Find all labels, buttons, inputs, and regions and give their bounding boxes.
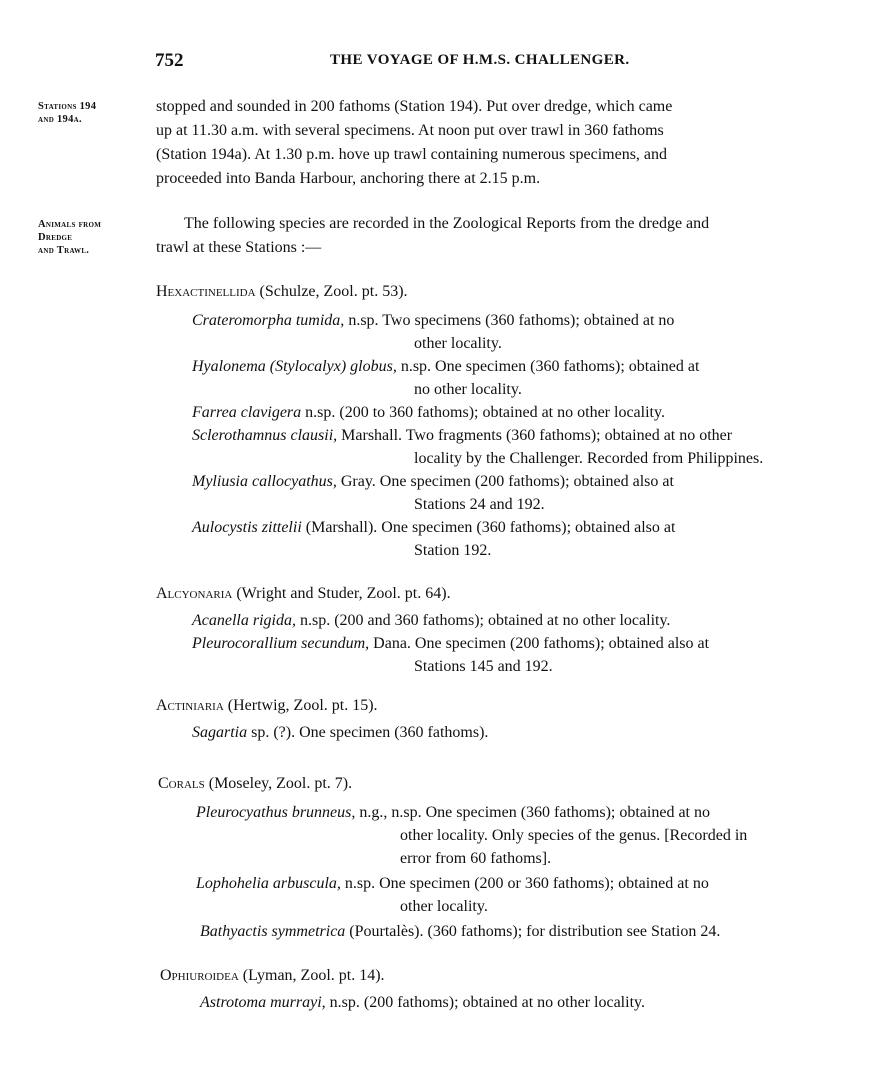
species-text-cont: error from 60 fathoms]. xyxy=(400,850,552,867)
group-name: Hexactinellida xyxy=(156,283,256,300)
species-text-cont: other locality. Only species of the genus. [Recorded in xyxy=(400,827,748,844)
text-line: up at 11.30 a.m. with several specimens. At noon put over trawl in 360 fathoms xyxy=(156,122,664,139)
page-number: 752 xyxy=(155,50,184,71)
taxon-group xyxy=(158,772,748,943)
sidenote-stations xyxy=(38,100,96,126)
species-name: Sclerothamnus clausii, xyxy=(192,427,338,444)
taxon-group xyxy=(156,694,489,744)
species-text: n.sp. One specimen (200 or 360 fathoms); obtained at no xyxy=(340,875,709,892)
species-name: Lophohelia arbuscula, xyxy=(196,875,341,892)
species-entry xyxy=(192,470,763,516)
species-entry xyxy=(192,355,763,401)
species-text-cont: Stations 145 and 192. xyxy=(414,658,553,675)
species-entry xyxy=(196,872,747,918)
species-entry xyxy=(192,632,709,678)
group-name: Alcyonaria xyxy=(156,585,233,602)
sidenote-line: and Trawl. xyxy=(38,245,90,256)
text-line: The following species are recorded in the Zoological Reports from the dredge and xyxy=(184,215,710,232)
species-entry xyxy=(196,801,747,870)
species-text-cont: no other locality. xyxy=(414,381,522,398)
group-heading xyxy=(158,772,709,795)
species-name: Pleurocyathus brunneus, xyxy=(196,804,356,821)
species-entry xyxy=(200,920,751,943)
species-text: n.sp. One specimen (360 fathoms); obtained at xyxy=(396,358,700,375)
species-name: Myliusia callocyathus, xyxy=(192,473,337,490)
group-source: (Moseley, Zool. pt. 7). xyxy=(208,775,353,792)
species-name: Farrea clavigera xyxy=(192,404,302,421)
text-line: proceeded into Banda Harbour, anchoring there at 2.15 p.m. xyxy=(156,170,541,187)
species-entry xyxy=(192,516,763,562)
sidenote-animals xyxy=(38,218,101,257)
species-entry xyxy=(192,721,488,744)
taxon-group xyxy=(160,964,645,1014)
species-text: sp. (?). One specimen (360 fathoms). xyxy=(247,724,489,741)
text-line: (Station 194a). At 1.30 p.m. hove up trawl containing numerous specimens, and xyxy=(156,146,668,163)
species-entry xyxy=(192,401,763,424)
sidenote-line: Dredge xyxy=(38,232,73,243)
taxon-group xyxy=(156,582,710,678)
group-source: (Lyman, Zool. pt. 14). xyxy=(242,967,385,984)
species-text: Dana. One specimen (200 fathoms); obtained also at xyxy=(369,635,710,652)
species-text-cont: Stations 24 and 192. xyxy=(414,496,545,513)
group-source: (Wright and Studer, Zool. pt. 64). xyxy=(236,585,451,602)
species-text-cont: other locality. xyxy=(400,898,488,915)
species-name: Crateromorpha tumida, xyxy=(192,312,345,329)
species-text: n.sp. (200 and 360 fathoms); obtained at no other locality. xyxy=(295,612,671,629)
group-name: Actiniaria xyxy=(156,697,224,714)
species-text-cont: other locality. xyxy=(414,335,502,352)
species-text: (Pourtalès). (360 fathoms); for distribution see Station 24. xyxy=(345,923,721,940)
group-name: Ophiuroidea xyxy=(160,967,239,984)
species-text: n.sp. (200 fathoms); obtained at no other locality. xyxy=(325,994,645,1011)
species-entry xyxy=(192,309,763,355)
group-name: Corals xyxy=(158,775,205,792)
species-entry xyxy=(192,424,763,470)
sidenote-line: and 194a. xyxy=(38,114,82,125)
running-title: THE VOYAGE OF H.M.S. CHALLENGER. xyxy=(330,52,630,68)
species-text: n.g., n.sp. One specimen (360 fathoms); obtained at no xyxy=(355,804,710,821)
text-line: stopped and sounded in 200 fathoms (Station 194). Put over dredge, which came xyxy=(156,98,673,115)
species-name: Hyalonema (Stylocalyx) globus, xyxy=(192,358,397,375)
species-name: Acanella rigida, xyxy=(192,612,296,629)
taxon-group xyxy=(156,280,764,562)
species-text-cont: Station 192. xyxy=(414,542,492,559)
group-source: (Schulze, Zool. pt. 53). xyxy=(259,283,408,300)
group-heading xyxy=(156,280,727,303)
species-text: n.sp. Two specimens (360 fathoms); obtained at no xyxy=(344,312,675,329)
species-entry xyxy=(200,991,645,1014)
group-heading xyxy=(156,694,452,717)
sidenote-line: Stations 194 xyxy=(38,101,97,112)
species-name: Pleurocorallium secundum, xyxy=(192,635,370,652)
species-text-cont: locality by the Challenger. Recorded from Philippines. xyxy=(414,450,764,467)
species-name: Sagartia xyxy=(192,724,248,741)
group-heading xyxy=(160,964,605,987)
species-name: Astrotoma murrayi, xyxy=(200,994,326,1011)
group-source: (Hertwig, Zool. pt. 15). xyxy=(227,697,378,714)
species-text: Marshall. Two fragments (360 fathoms); obtained at no other xyxy=(337,427,733,444)
following-paragraph xyxy=(156,212,840,260)
group-heading xyxy=(156,582,673,605)
species-name: Aulocystis zittelii xyxy=(192,519,302,536)
species-name: Bathyactis symmetrica xyxy=(200,923,346,940)
text-line: trawl at these Stations :— xyxy=(156,239,322,256)
page-header xyxy=(0,50,880,80)
sidenote-line: Animals from xyxy=(38,219,102,230)
intro-paragraph xyxy=(156,95,840,191)
species-text: Gray. One specimen (200 fathoms); obtained also at xyxy=(336,473,674,490)
species-text: n.sp. (200 to 360 fathoms); obtained at no other locality. xyxy=(301,404,665,421)
species-text: (Marshall). One specimen (360 fathoms); obtained also at xyxy=(301,519,676,536)
species-entry xyxy=(192,609,709,632)
